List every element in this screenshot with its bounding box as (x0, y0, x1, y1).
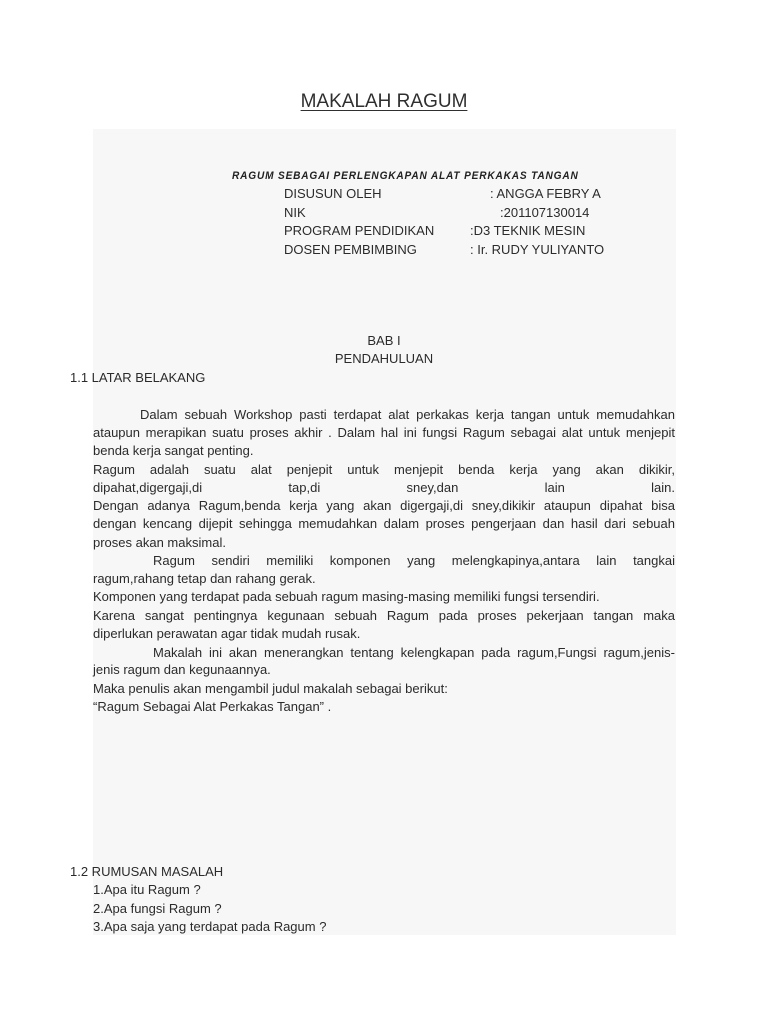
body-line: ragum,rahang tetap dan rahang gerak. (93, 571, 316, 586)
question-item: 1.Apa itu Ragum ? (93, 882, 201, 897)
body-line: ataupun merapikan suatu proses akhir . Dalam hal ini fungsi Ragum sebagai alat untuk menjepit (93, 425, 675, 440)
section-heading-background: 1.1 LATAR BELAKANG (70, 370, 206, 385)
meta-row-nik (284, 205, 624, 223)
question-item: 2.Apa fungsi Ragum ? (93, 901, 222, 916)
body-line: dipahat,digergaji,di tap,di sney,dan lain lain. (93, 480, 675, 495)
body-line: “Ragum Sebagai Alat Perkakas Tangan” . (93, 699, 332, 714)
document-subtitle: RAGUM SEBAGAI PERLENGKAPAN ALAT PERKAKAS TANGAN (232, 170, 579, 182)
body-line: proses akan maksimal. (93, 535, 226, 550)
body-line: Dalam sebuah Workshop pasti terdapat alat perkakas kerja tangan untuk memudahkan (140, 407, 675, 422)
meta-label: DISUSUN OLEH (284, 186, 382, 201)
chapter-title: PENDAHULUAN (334, 351, 434, 366)
meta-label: PROGRAM PENDIDIKAN (284, 223, 435, 238)
body-line: Ragum adalah suatu alat penjepit untuk menjepit benda kerja yang akan dikikir, (93, 462, 675, 477)
document-title: MAKALAH RAGUM (300, 91, 468, 112)
body-line: Komponen yang terdapat pada sebuah ragum masing-masing memiliki fungsi tersendiri. (93, 589, 600, 604)
meta-value: :D3 TEKNIK MESIN (470, 223, 586, 238)
meta-value: :201107130014 (500, 205, 590, 220)
body-line: jenis ragum dan kegunaannya. (93, 662, 271, 677)
chapter-number: BAB I (367, 333, 401, 348)
meta-value: : ANGGA FEBRY A (490, 186, 601, 201)
meta-label: DOSEN PEMBIMBING (284, 242, 417, 257)
meta-row-supervisor (284, 242, 624, 260)
body-line: Makalah ini akan menerangkan tentang kelengkapan pada ragum,Fungsi ragum,jenis- (153, 645, 675, 660)
body-line: dengan kencang dijepit sehingga memudahkan dalam proses pengerjaan dan hasil dari sebuah (93, 516, 675, 531)
body-line: diperlukan perawatan agar tidak mudah rusak. (93, 626, 361, 641)
body-line: Maka penulis akan mengambil judul makalah sebagai berikut: (93, 681, 448, 696)
body-line: Karena sangat pentingnya kegunaan sebuah Ragum pada proses pekerjaan tangan maka (93, 608, 675, 623)
meta-row-program (284, 223, 624, 241)
body-line: Dengan adanya Ragum,benda kerja yang akan digergaji,di sney,dikikir ataupun dipahat bisa (93, 498, 675, 513)
meta-row-author (284, 186, 624, 204)
meta-value: : Ir. RUDY YULIYANTO (470, 242, 605, 257)
section-heading-problem: 1.2 RUMUSAN MASALAH (70, 864, 224, 879)
body-line: Ragum sendiri memiliki komponen yang melengkapinya,antara lain tangkai (153, 553, 675, 568)
meta-label: NIK (284, 205, 306, 220)
body-line: benda kerja sangat penting. (93, 443, 254, 458)
question-item: 3.Apa saja yang terdapat pada Ragum ? (93, 919, 327, 934)
